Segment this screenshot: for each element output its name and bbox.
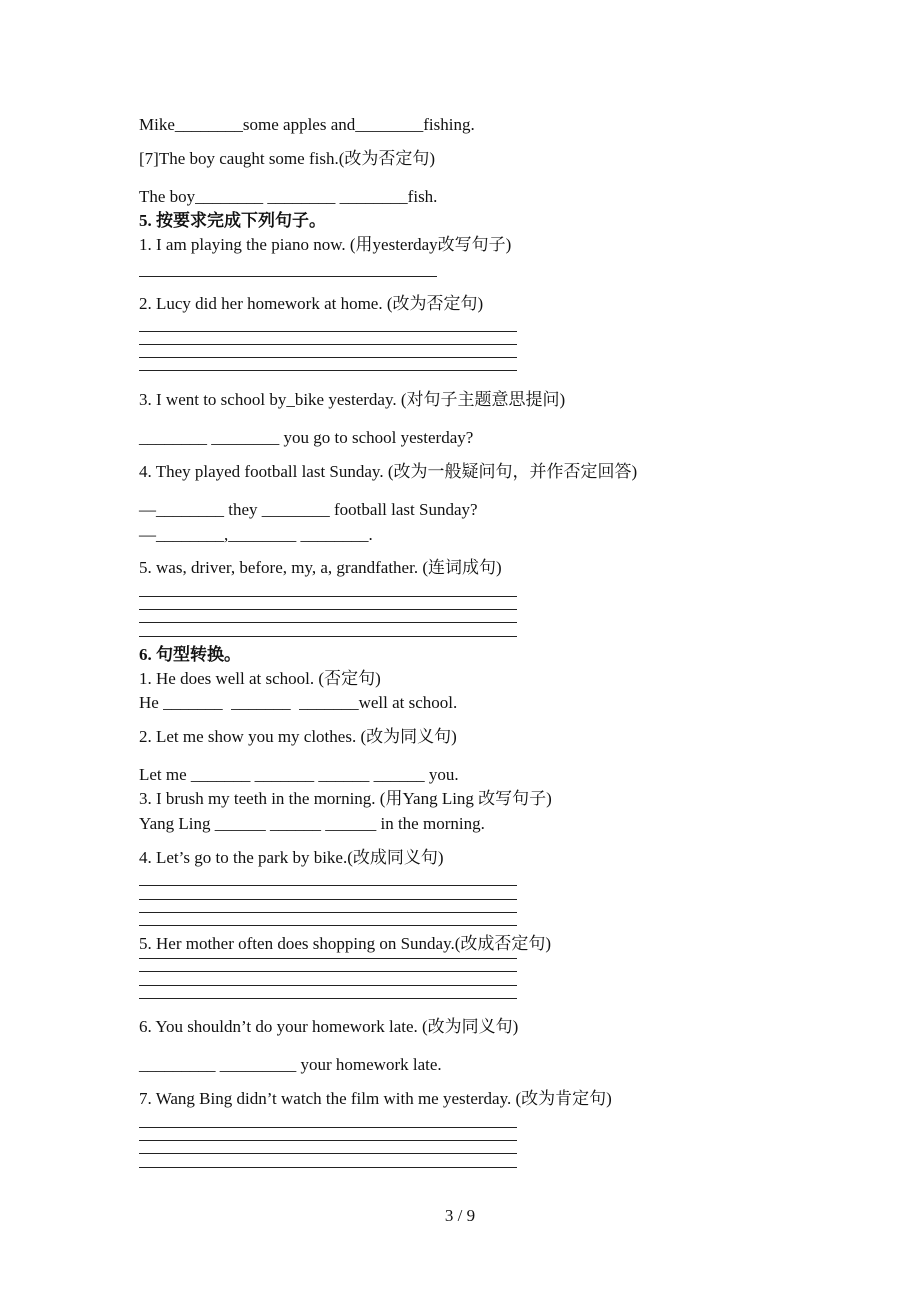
section-5-title: 5. 按要求完成下列句子。 xyxy=(139,211,326,230)
answer-rule xyxy=(139,998,517,999)
answer-rule xyxy=(139,912,517,913)
s6-question-4: 4. Let’s go to the park by bike.(改成同义句) xyxy=(139,848,444,867)
answer-rule xyxy=(139,1127,517,1128)
s5-question-3-answer: ________ ________ you go to school yesterday? xyxy=(139,428,474,447)
answer-rule xyxy=(139,925,517,926)
answer-rule xyxy=(139,276,437,277)
question-7-negative: [7]The boy caught some fish.(改为否定句) xyxy=(139,149,436,168)
answer-rule xyxy=(139,331,517,332)
s6-question-3-answer: Yang Ling ______ ______ ______ in the morning. xyxy=(139,814,485,833)
answer-line-the-boy: The boy________ ________ ________fish. xyxy=(139,187,438,206)
s6-question-1: 1. He does well at school. (否定句) xyxy=(139,669,381,688)
answer-rule xyxy=(139,636,517,637)
s5-question-3: 3. I went to school by_bike yesterday. (对句子主题意思提问) xyxy=(139,390,566,409)
s6-question-3: 3. I brush my teeth in the morning. (用Yang Ling 改写句子) xyxy=(139,789,552,808)
s5-question-4: 4. They played football last Sunday. (改为一般疑问句，并作否定回答) xyxy=(139,462,638,481)
s5-question-4-answer-1: —________ they ________ football last Sunday? xyxy=(139,500,478,519)
s6-question-7: 7. Wang Bing didn’t watch the film with me yesterday. (改为肯定句) xyxy=(139,1089,612,1108)
answer-rule xyxy=(139,985,517,986)
answer-rule xyxy=(139,899,517,900)
answer-rule xyxy=(139,1167,517,1168)
fill-in-line-mike: Mike________some apples and________fishing. xyxy=(139,115,475,134)
answer-rule xyxy=(139,971,517,972)
answer-rule xyxy=(139,357,517,358)
answer-rule xyxy=(139,1153,517,1154)
s6-question-5: 5. Her mother often does shopping on Sunday.(改成否定句) xyxy=(139,934,552,953)
section-6-title: 6. 句型转换。 xyxy=(139,645,241,664)
s5-question-5: 5. was, driver, before, my, a, grandfather. (连词成句) xyxy=(139,558,502,577)
answer-rule xyxy=(139,370,517,371)
answer-rule xyxy=(139,958,517,959)
s6-question-6: 6. You shouldn’t do your homework late. (改为同义句) xyxy=(139,1017,519,1036)
s5-question-2: 2. Lucy did her homework at home. (改为否定句) xyxy=(139,294,484,313)
s6-question-6-answer: _________ _________ your homework late. xyxy=(139,1055,442,1074)
page-number: 3 / 9 xyxy=(444,1206,476,1225)
answer-rule xyxy=(139,596,517,597)
s6-question-1-answer: He _______ _______ _______well at school. xyxy=(139,693,458,712)
answer-rule xyxy=(139,885,517,886)
answer-rule xyxy=(139,344,517,345)
s5-question-1: 1. I am playing the piano now. (用yesterday改写句子) xyxy=(139,235,512,254)
answer-rule xyxy=(139,1140,517,1141)
s6-question-2: 2. Let me show you my clothes. (改为同义句) xyxy=(139,727,457,746)
answer-rule xyxy=(139,609,517,610)
s5-question-4-answer-2: —________,________ ________. xyxy=(139,525,373,544)
answer-rule xyxy=(139,622,517,623)
s6-question-2-answer: Let me _______ _______ ______ ______ you. xyxy=(139,765,459,784)
